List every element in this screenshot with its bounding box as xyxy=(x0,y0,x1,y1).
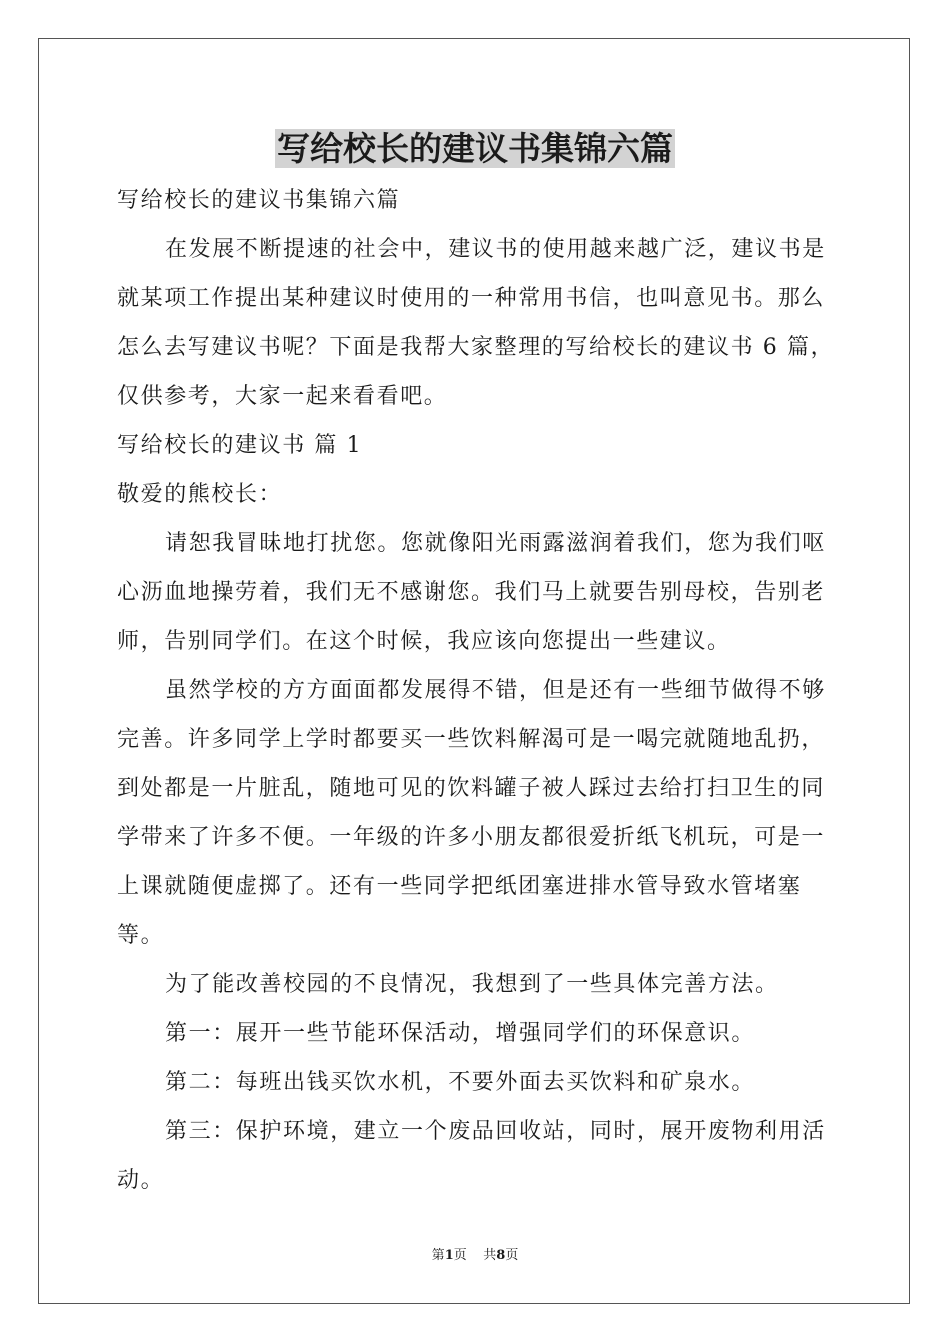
suggestion-item: 第一：展开一些节能环保活动，增强同学们的环保意识。 xyxy=(165,1021,756,1046)
page-suffix: 页 xyxy=(505,1248,519,1263)
suggestion-item: 第三：保护环境，建立一个废品回收站，同时，展开废物利用活动。 xyxy=(117,1119,826,1193)
subtitle-line: 写给校长的建议书集锦六篇 xyxy=(117,188,401,213)
body-paragraph: 虽然学校的方方面面都发展得不错，但是还有一些细节做得不够完善。许多同学上学时都要买一些饮料解渴可是一喝完就随地乱扔，到处都是一片脏乱，随地可见的饮料罐子被人踩过去给打扫卫生的同学带来了许多不便。一年级的许多小朋友都很爱折纸飞机玩，可是一上课就随便虚掷了。还有一些同学把纸团塞进排水管导致水管堵塞等。 xyxy=(117,678,826,948)
intro-paragraph: 在发展不断提速的社会中，建议书的使用越来越广泛，建议书是就某项工作提出某种建议时使用的一种常用书信，也叫意见书。那么怎么去写建议书呢？下面是我帮大家整理的写给校长的建议书 6 篇，仅供参考，大家一起来看看吧。 xyxy=(117,237,835,409)
page-current: 1 xyxy=(444,1248,454,1263)
document-title-text: 写给校长的建议书集锦六篇 xyxy=(277,129,673,168)
page-total: 8 xyxy=(496,1248,506,1263)
page-mid: 页 共 xyxy=(453,1248,497,1263)
section-heading: 写给校长的建议书 篇 1 xyxy=(117,433,363,458)
page-footer xyxy=(0,1246,950,1266)
document-body xyxy=(117,176,842,1205)
salutation: 敬爱的熊校长： xyxy=(117,482,283,507)
document-title xyxy=(0,126,950,172)
body-paragraph: 请恕我冒昧地打扰您。您就像阳光雨露滋润着我们，您为我们呕心沥血地操劳着，我们无不感谢您。我们马上就要告别母校，告别老师，告别同学们。在这个时候，我应该向您提出一些建议。 xyxy=(117,531,826,654)
page-prefix: 第 xyxy=(431,1248,445,1263)
body-paragraph: 为了能改善校园的不良情况，我想到了一些具体完善方法。 xyxy=(165,972,779,997)
suggestion-item: 第二：每班出钱买饮水机，不要外面去买饮料和矿泉水。 xyxy=(165,1070,756,1095)
